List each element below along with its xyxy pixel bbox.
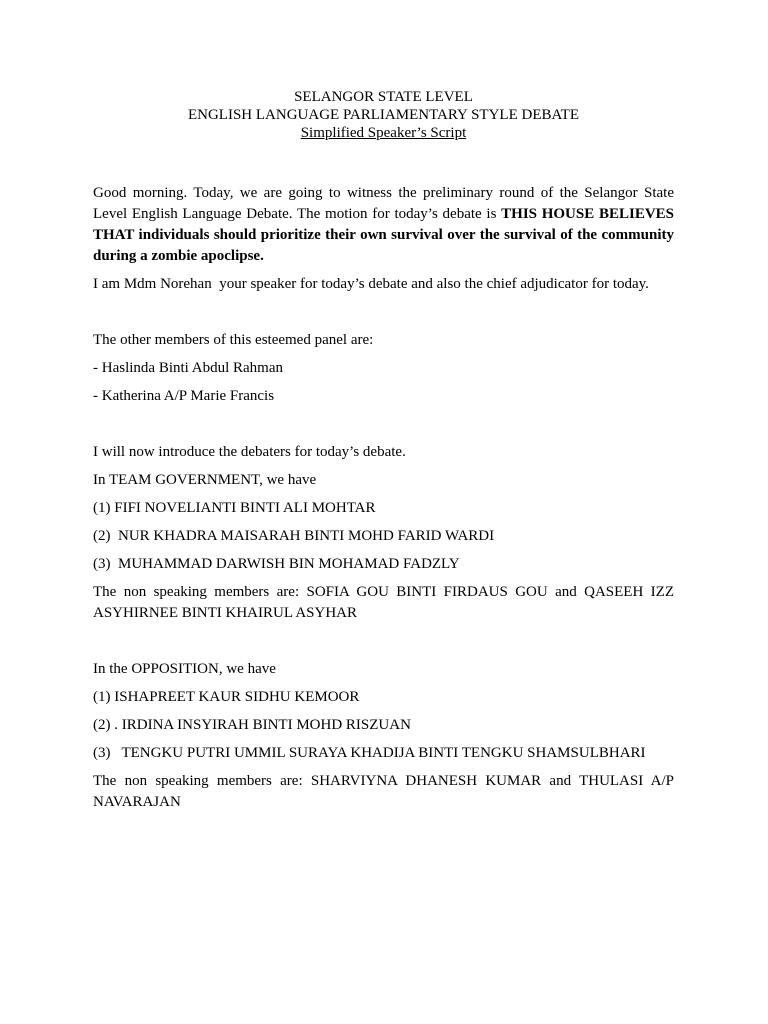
- government-non-speaking: The non speaking members are: SOFIA GOU BINTI FIRDAUS GOU and QASEEH IZZ ASYHIRNEE BINTI KHAIRUL ASYHAR: [93, 584, 674, 621]
- government-member: (1) FIFI NOVELIANTI BINTI ALI MOHTAR: [93, 500, 376, 516]
- government-member: (2) NUR KHADRA MAISARAH BINTI MOHD FARID WARDI: [93, 528, 495, 544]
- document-page: [93, 88, 674, 813]
- header-line-3: Simplified Speaker’s Script: [300, 125, 467, 141]
- opposition-member: (1) ISHAPREET KAUR SIDHU KEMOOR: [93, 689, 360, 705]
- panel-member: - Haslinda Binti Abdul Rahman: [93, 360, 283, 376]
- government-heading: In TEAM GOVERNMENT, we have: [93, 472, 317, 488]
- debate-motion: THIS HOUSE BELIEVES THAT individuals should prioritize their own survival over the survival of the community during a zombie apoclipse.: [93, 206, 674, 264]
- opposition-member: (2) . IRDINA INSYIRAH BINTI MOHD RISZUAN: [93, 717, 411, 733]
- document-header: [93, 88, 674, 142]
- opposition-heading: In the OPPOSITION, we have: [93, 661, 276, 677]
- intro-paragraph: [93, 183, 674, 267]
- introduce-line: I will now introduce the debaters for today’s debate.: [93, 444, 406, 460]
- opposition-non-speaking: The non speaking members are: SHARVIYNA DHANESH KUMAR and THULASI A/P NAVARAJAN: [93, 773, 674, 810]
- header-line-1: SELANGOR STATE LEVEL: [294, 89, 473, 105]
- intro-text: Good morning. Today, we are going to witness the preliminary round of the Selangor State Level English Language Debate. The motion for today’s debate is: [93, 185, 674, 222]
- panel-heading: The other members of this esteemed panel are:: [93, 332, 374, 348]
- header-line-2: ENGLISH LANGUAGE PARLIAMENTARY STYLE DEBATE: [187, 107, 579, 123]
- opposition-member: (3) TENGKU PUTRI UMMIL SURAYA KHADIJA BINTI TENGKU SHAMSULBHARI: [93, 745, 646, 761]
- government-member: (3) MUHAMMAD DARWISH BIN MOHAMAD FADZLY: [93, 556, 460, 572]
- panel-member: - Katherina A/P Marie Francis: [93, 388, 275, 404]
- speaker-line: I am Mdm Norehan your speaker for today’s debate and also the chief adjudicator for today.: [93, 276, 649, 292]
